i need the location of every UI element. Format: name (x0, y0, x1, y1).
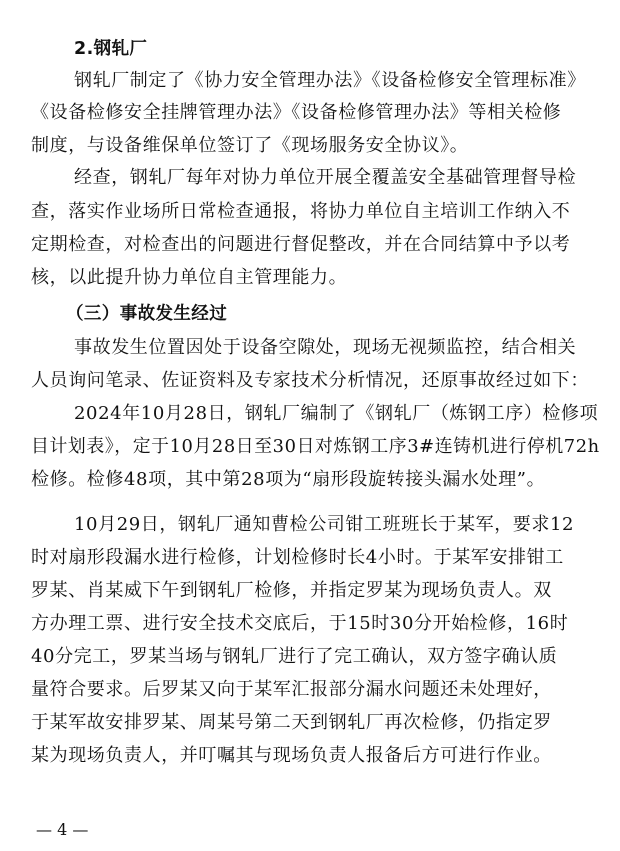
paragraph-line: 某为现场负责人，并叮嘱其与现场负责人报备后方可进行作业。 (31, 745, 552, 766)
paragraph-line: 钢轧厂制定了《协力安全管理办法》《设备检修安全管理标准》 (74, 70, 586, 91)
paragraph-line: 目计划表》，定于10月28日至30日对炼钢工序3#连铸机进行停机72h (31, 436, 600, 457)
paragraph-line: 检修。检修48项，其中第28项为“扇形段旋转接头漏水处理”。 (31, 469, 546, 490)
paragraph-line: 事故发生位置因处于设备空隙处，现场无视频监控，结合相关 (74, 337, 577, 358)
paragraph-line: 罗某、肖某威下午到钢轧厂检修，并指定罗某为现场负责人。双 (31, 580, 552, 601)
paragraph-line: 定期检查，对检查出的问题进行督促整改，并在合同结算中予以考 (31, 234, 571, 255)
page-number: — 4 — (36, 820, 89, 839)
paragraph-line: 40分完工，罗某当场与钢轧厂进行了完工确认，双方签字确认质 (31, 646, 558, 667)
paragraph-line: 10月29日，钢轧厂通知曹检公司钳工班班长于某军，要求12 (74, 514, 575, 535)
section-heading: （三）事故发生经过 (66, 304, 228, 324)
paragraph-line: 于某军故安排罗某、周某号第二天到钢轧厂再次检修，仍指定罗 (31, 712, 552, 733)
paragraph-line: 人员询问笔录、佐证资料及专家技术分析情况，还原事故经过如下： (31, 370, 589, 391)
paragraph-line: 《设备检修安全挂牌管理办法》《设备检修管理办法》等相关检修 (31, 102, 562, 123)
paragraph-line: 时对扇形段漏水进行检修，计划检修时长4小时。于某军安排钳工 (31, 547, 564, 568)
section-heading: 2.钢轧厂 (74, 39, 148, 59)
paragraph-line: 方办理工票、进行安全技术交底后，于15时30分开始检修，16时 (31, 613, 569, 634)
paragraph-line: 经查，钢轧厂每年对协力单位开展全覆盖安全基础管理督导检 (74, 167, 577, 188)
paragraph-line: 查，落实作业场所日常检查通报，将协力单位自主培训工作纳入不 (31, 201, 571, 222)
paragraph-line: 量符合要求。后罗某又向于某军汇报部分漏水问题还未处理好， (31, 679, 552, 700)
paragraph-line: 制度，与设备维保单位签订了《现场服务安全协议》。 (31, 135, 469, 156)
paragraph-line: 2024年10月28日，钢轧厂编制了《钢轧厂（炼钢工序）检修项 (74, 403, 599, 424)
paragraph-line: 核，以此提升协力单位自主管理能力。 (31, 267, 348, 288)
